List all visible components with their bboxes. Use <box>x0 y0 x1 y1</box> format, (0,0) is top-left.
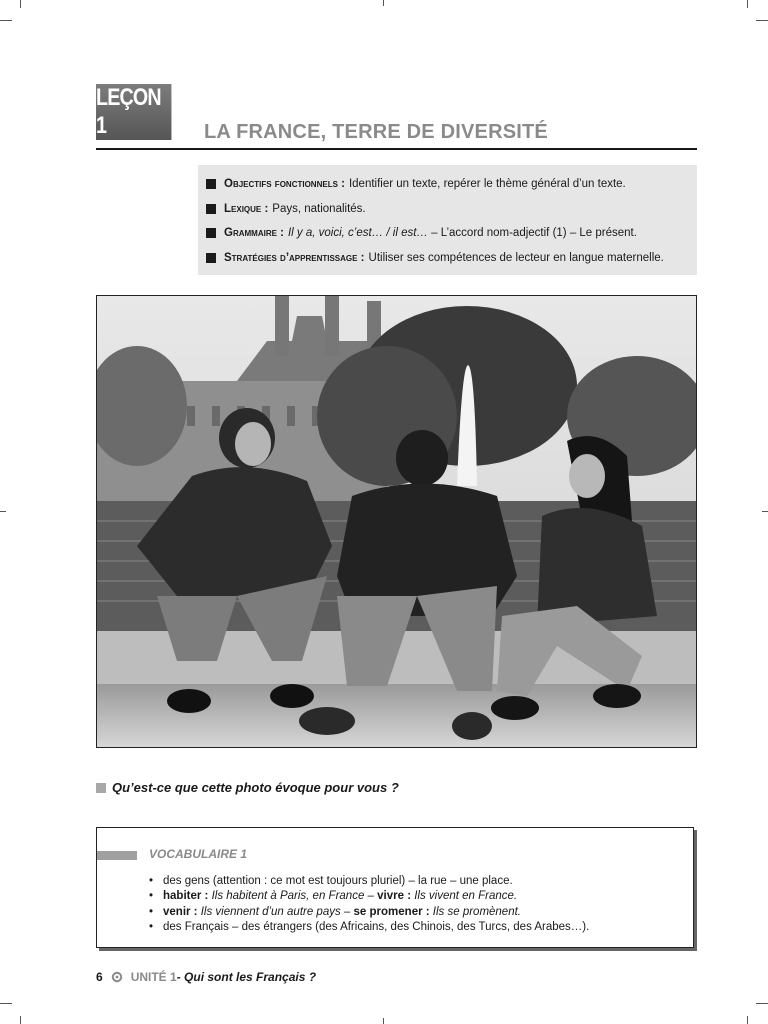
bullet-square-icon <box>206 253 216 263</box>
vocabulary-list <box>149 874 589 935</box>
bullet-square-icon <box>206 179 216 189</box>
vocabulary-item-part: – <box>364 890 378 903</box>
page-footer <box>96 970 316 984</box>
crop-mark <box>383 0 384 6</box>
objective-text: Utiliser ses compétences de lecteur en langue maternelle. <box>368 251 664 264</box>
objective-strategies <box>206 246 697 271</box>
vocabulary-item-part: se promener : <box>353 905 433 918</box>
crop-mark <box>0 511 6 512</box>
photo <box>96 295 697 748</box>
objective-functional <box>206 172 697 197</box>
page-number: 6 <box>96 970 103 984</box>
vocabulary-item-part: venir : <box>163 905 201 918</box>
crop-mark <box>747 0 748 8</box>
bullet-square-icon <box>96 783 106 793</box>
unit-subtitle: - Qui sont les Français ? <box>176 970 317 984</box>
objective-lexicon <box>206 197 697 222</box>
crop-mark <box>0 1003 12 1004</box>
vocabulary-box <box>96 827 694 948</box>
crop-mark <box>756 20 768 21</box>
crop-mark <box>383 1018 384 1024</box>
crop-mark <box>762 511 768 512</box>
objectives-box <box>198 165 697 275</box>
vocabulary-item <box>149 889 589 904</box>
vocabulary-item-part: Ils vivent en France. <box>414 890 518 903</box>
question-text: Qu’est-ce que cette photo évoque pour vous ? <box>112 780 399 795</box>
crop-mark <box>756 1003 768 1004</box>
objective-label: Objectifs fonctionnels : <box>224 178 345 191</box>
vocabulary-title: VOCABULAIRE 1 <box>149 847 248 861</box>
discussion-question <box>96 780 399 795</box>
bullet-square-icon <box>206 228 216 238</box>
crop-mark <box>20 1016 21 1024</box>
crop-mark <box>747 1016 748 1024</box>
objective-text: Pays, nationalités. <box>272 202 366 215</box>
objective-grammar <box>206 221 697 246</box>
objective-label: Stratégies d’apprentissage : <box>224 251 365 264</box>
title-divider <box>96 148 697 150</box>
vocabulary-item <box>149 874 589 889</box>
unit-label: UNITÉ 1 <box>130 970 177 984</box>
photo-three-young-people-icon <box>97 296 696 747</box>
gear-icon <box>111 971 123 983</box>
vocabulary-item <box>149 920 589 935</box>
objective-text-rest: – L’accord nom-adjectif (1) – Le présent. <box>427 227 637 240</box>
objective-label: Grammaire : <box>224 227 284 240</box>
objective-text-italic: Il y a, voici, c’est… / il est… <box>287 227 428 240</box>
vocabulary-item <box>149 905 589 920</box>
vocabulary-item-part: des Français – des étrangers (des Africains, des Chinois, des Turcs, des Arabes…). <box>163 920 590 933</box>
objective-text <box>288 227 637 239</box>
crop-mark <box>0 20 12 21</box>
crop-mark <box>20 0 21 8</box>
objective-text: Identifier un texte, repérer le thème général d’un texte. <box>348 178 626 191</box>
objective-label: Lexique : <box>224 202 269 215</box>
lesson-title: LA FRANCE, TERRE DE DIVERSITÉ <box>204 121 548 143</box>
vocabulary-item-part: Ils viennent d’un autre pays <box>200 905 341 918</box>
vocabulary-item-part: des gens (attention : ce mot est toujours pluriel) – la rue – une place. <box>163 875 513 887</box>
vocabulary-item-part: vivre : <box>377 890 415 903</box>
vocabulary-item-part: habiter : <box>163 890 212 903</box>
vocabulary-item-part: Ils se promènent. <box>432 905 521 918</box>
lesson-badge: LEÇON 1 <box>96 84 171 140</box>
bullet-square-icon <box>206 204 216 214</box>
vocabulary-item-part: – <box>340 905 354 918</box>
vocabulary-item-part: Ils habitent à Paris, en France <box>211 890 365 903</box>
vocabulary-marker <box>97 851 137 860</box>
